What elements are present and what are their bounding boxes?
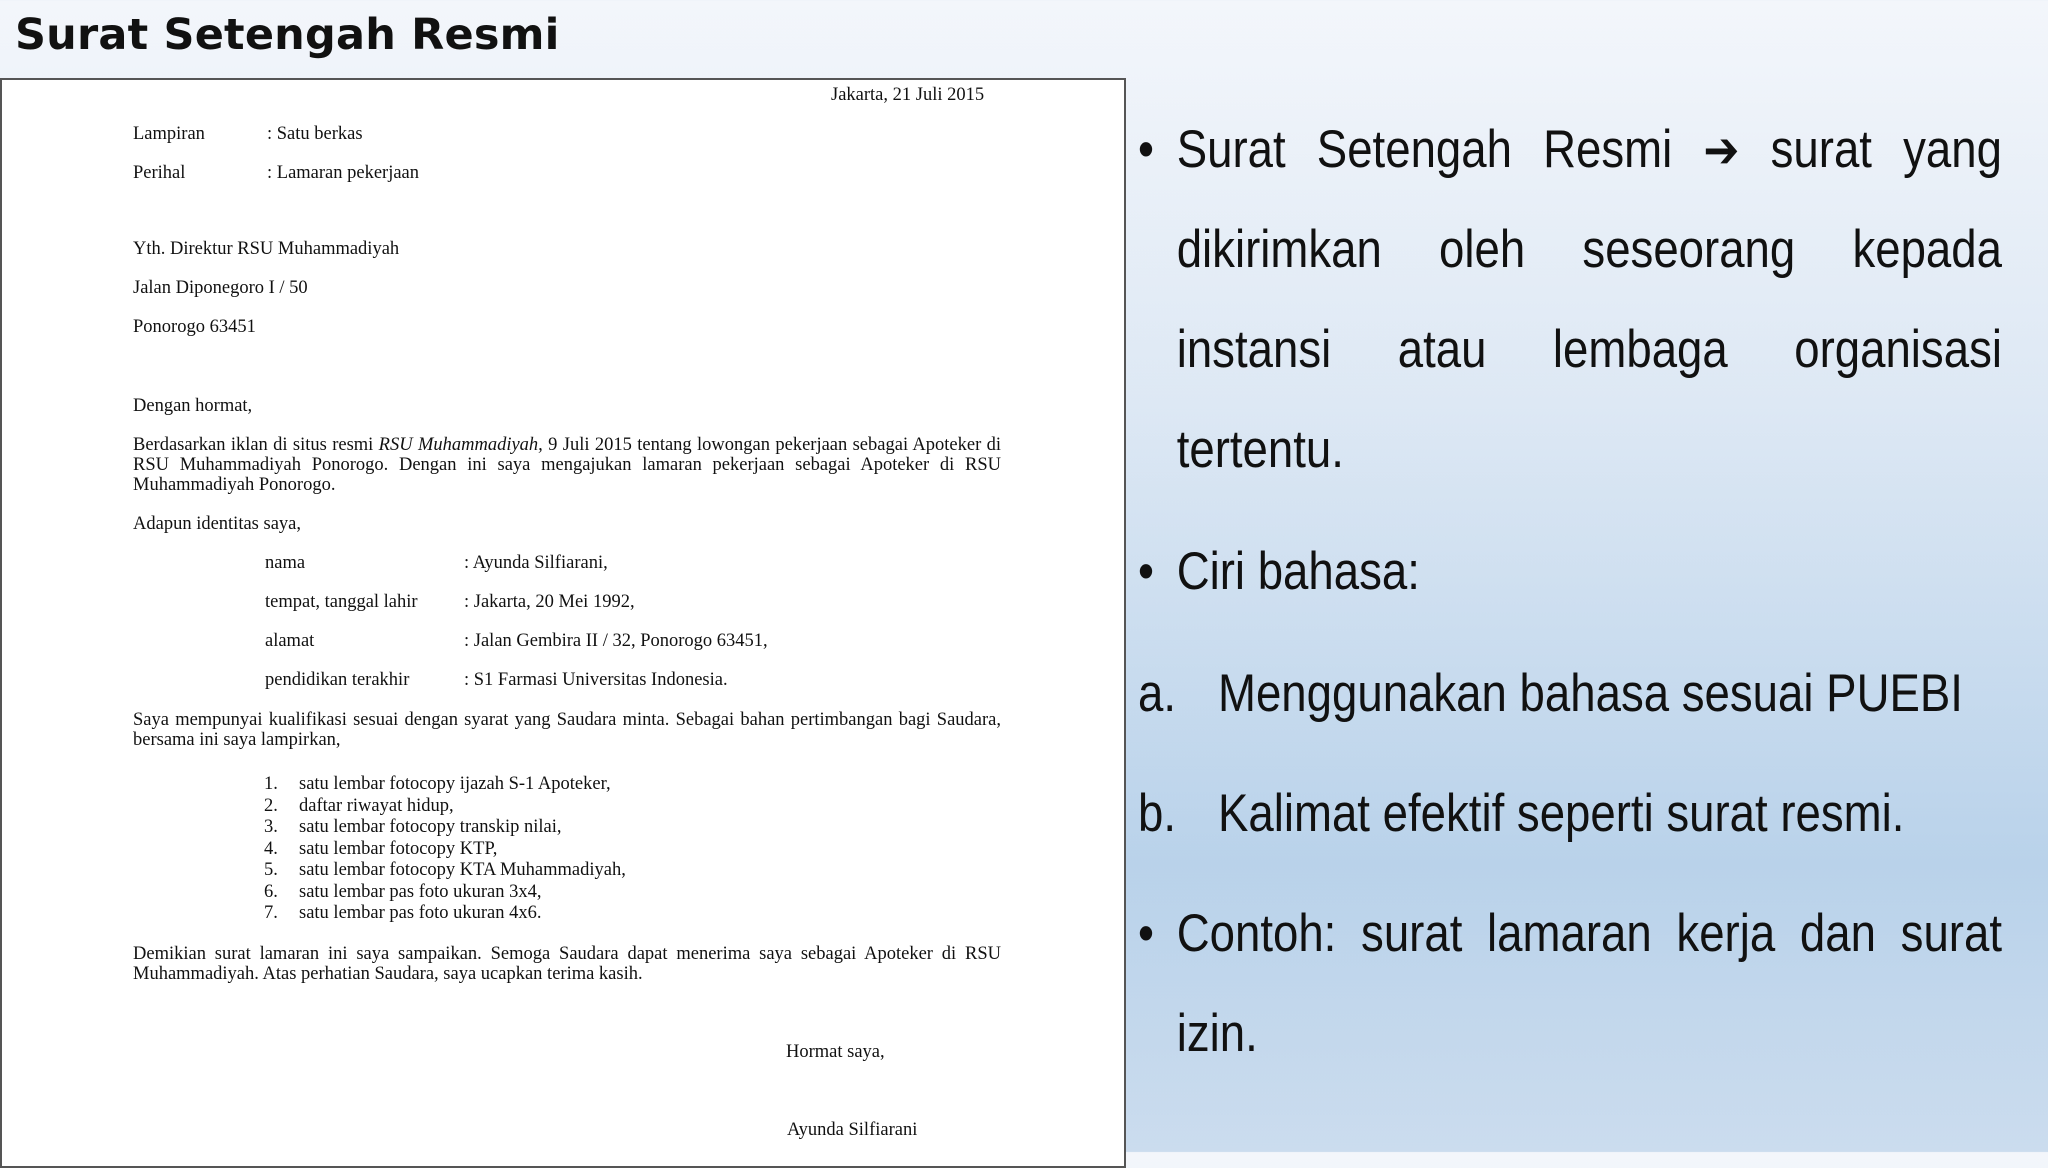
arrow-right-icon: ➔ xyxy=(1703,121,1740,179)
identity-value: : Jalan Gembira II / 32, Ponorogo 63451, xyxy=(464,631,768,651)
letter-body-p1-text-b: 9 Juli 2015 tentang lowongan pekerjaan sebagai Apoteker di RSU Muhammadiyah Ponorogo. Dengan ini saya mengajukan lamaran pekerjaan sebagai Apoteker di RSU Muhammadiyah Ponorogo. xyxy=(133,435,1002,495)
letter-body-paragraph-1 xyxy=(133,435,1001,495)
letter-salutation: Dengan hormat, xyxy=(133,396,253,416)
bullet-icon: • xyxy=(1138,904,1154,963)
list-item: 4. satu lembar fotocopy KTP, xyxy=(264,838,498,859)
letter-place-date: Jakarta, 21 Juli 2015 xyxy=(831,85,985,105)
ciri-bahasa-text: Ciri bahasa: xyxy=(1176,542,1420,601)
list-item: 2. daftar riwayat hidup, xyxy=(264,795,454,816)
identity-label: alamat xyxy=(265,631,315,651)
identity-value: : Ayunda Silfiarani, xyxy=(464,553,608,573)
sub-item-text: Menggunakan bahasa sesuai PUEBI xyxy=(1217,664,1963,723)
attachment-list xyxy=(264,774,626,925)
letter-identity-intro: Adapun identitas saya, xyxy=(133,514,301,534)
list-item: 1. satu lembar fotocopy ijazah S-1 Apoteker, xyxy=(264,774,611,794)
letter-signature-name: Ayunda Silfiarani xyxy=(787,1120,918,1140)
list-item: 6. satu lembar pas foto ukuran 3x4, xyxy=(264,881,542,902)
identity-label: tempat, tanggal lahir xyxy=(265,592,418,612)
letter-attachment-value: : Satu berkas xyxy=(267,124,363,144)
letter-closing-paragraph: Demikian surat lamaran ini saya sampaikan. Semoga Saudara dapat menerima saya sebagai Apoteker di RSU Muhammadiyah. Atas perhatian Saudara, saya ucapkan terima kasih. xyxy=(133,944,1001,984)
sub-item-text: Kalimat efektif seperti surat resmi. xyxy=(1217,784,1905,843)
bullet-icon: • xyxy=(1138,120,1154,179)
bullet-icon: • xyxy=(1138,542,1154,601)
slide-title: Surat Setengah Resmi xyxy=(15,10,560,60)
letter-body-p1-italic: RSU Muhammadiyah, xyxy=(378,435,543,455)
list-item: 3. satu lembar fotocopy transkip nilai, xyxy=(264,817,562,837)
definition-term: Surat Setengah Resmi xyxy=(1176,120,1673,179)
letter-subject-label: Perihal xyxy=(133,163,186,183)
bullet-point-definition xyxy=(1138,100,2002,500)
sub-item-b xyxy=(1138,764,2002,864)
letter-body-paragraph-2: Saya mempunyai kualifikasi sesuai dengan syarat yang Saudara minta. Sebagai bahan pertimbangan bagi Saudara, bersama ini saya lampirkan, xyxy=(133,710,1001,750)
contoh-text: Contoh: surat lamaran kerja dan surat izin. xyxy=(1176,904,2002,1063)
letter-recipient-street: Jalan Diponegoro I / 50 xyxy=(133,278,308,298)
letter-recipient-name: Yth. Direktur RSU Muhammadiyah xyxy=(133,239,400,259)
sub-item-a xyxy=(1138,644,2002,744)
letter-image xyxy=(0,78,1126,1168)
identity-value: : Jakarta, 20 Mei 1992, xyxy=(464,592,635,612)
definition-text: surat yang dikirimkan oleh seseorang kepada instansi atau lembaga organisasi tertentu. xyxy=(1176,120,2002,479)
sub-item-letter: a. xyxy=(1138,664,1177,723)
identity-label: nama xyxy=(265,553,306,573)
bullet-point-contoh xyxy=(1138,884,2002,1084)
letter-body-p1-text-a: Berdasarkan iklan di situs resmi xyxy=(133,435,379,455)
sub-item-letter: b. xyxy=(1138,784,1177,843)
letter-closing: Hormat saya, xyxy=(786,1042,885,1062)
identity-label: pendidikan terakhir xyxy=(265,670,410,690)
letter-subject-value: : Lamaran pekerjaan xyxy=(267,163,420,183)
notes-panel xyxy=(1138,100,2002,1106)
list-item: 5. satu lembar fotocopy KTA Muhammadiyah, xyxy=(264,860,626,880)
letter-attachment-label: Lampiran xyxy=(133,124,205,144)
identity-value: : S1 Farmasi Universitas Indonesia. xyxy=(464,670,728,690)
letter-recipient-city: Ponorogo 63451 xyxy=(133,317,256,337)
list-item: 7. satu lembar pas foto ukuran 4x6. xyxy=(264,903,542,923)
bullet-point-ciri-bahasa xyxy=(1138,522,2002,622)
